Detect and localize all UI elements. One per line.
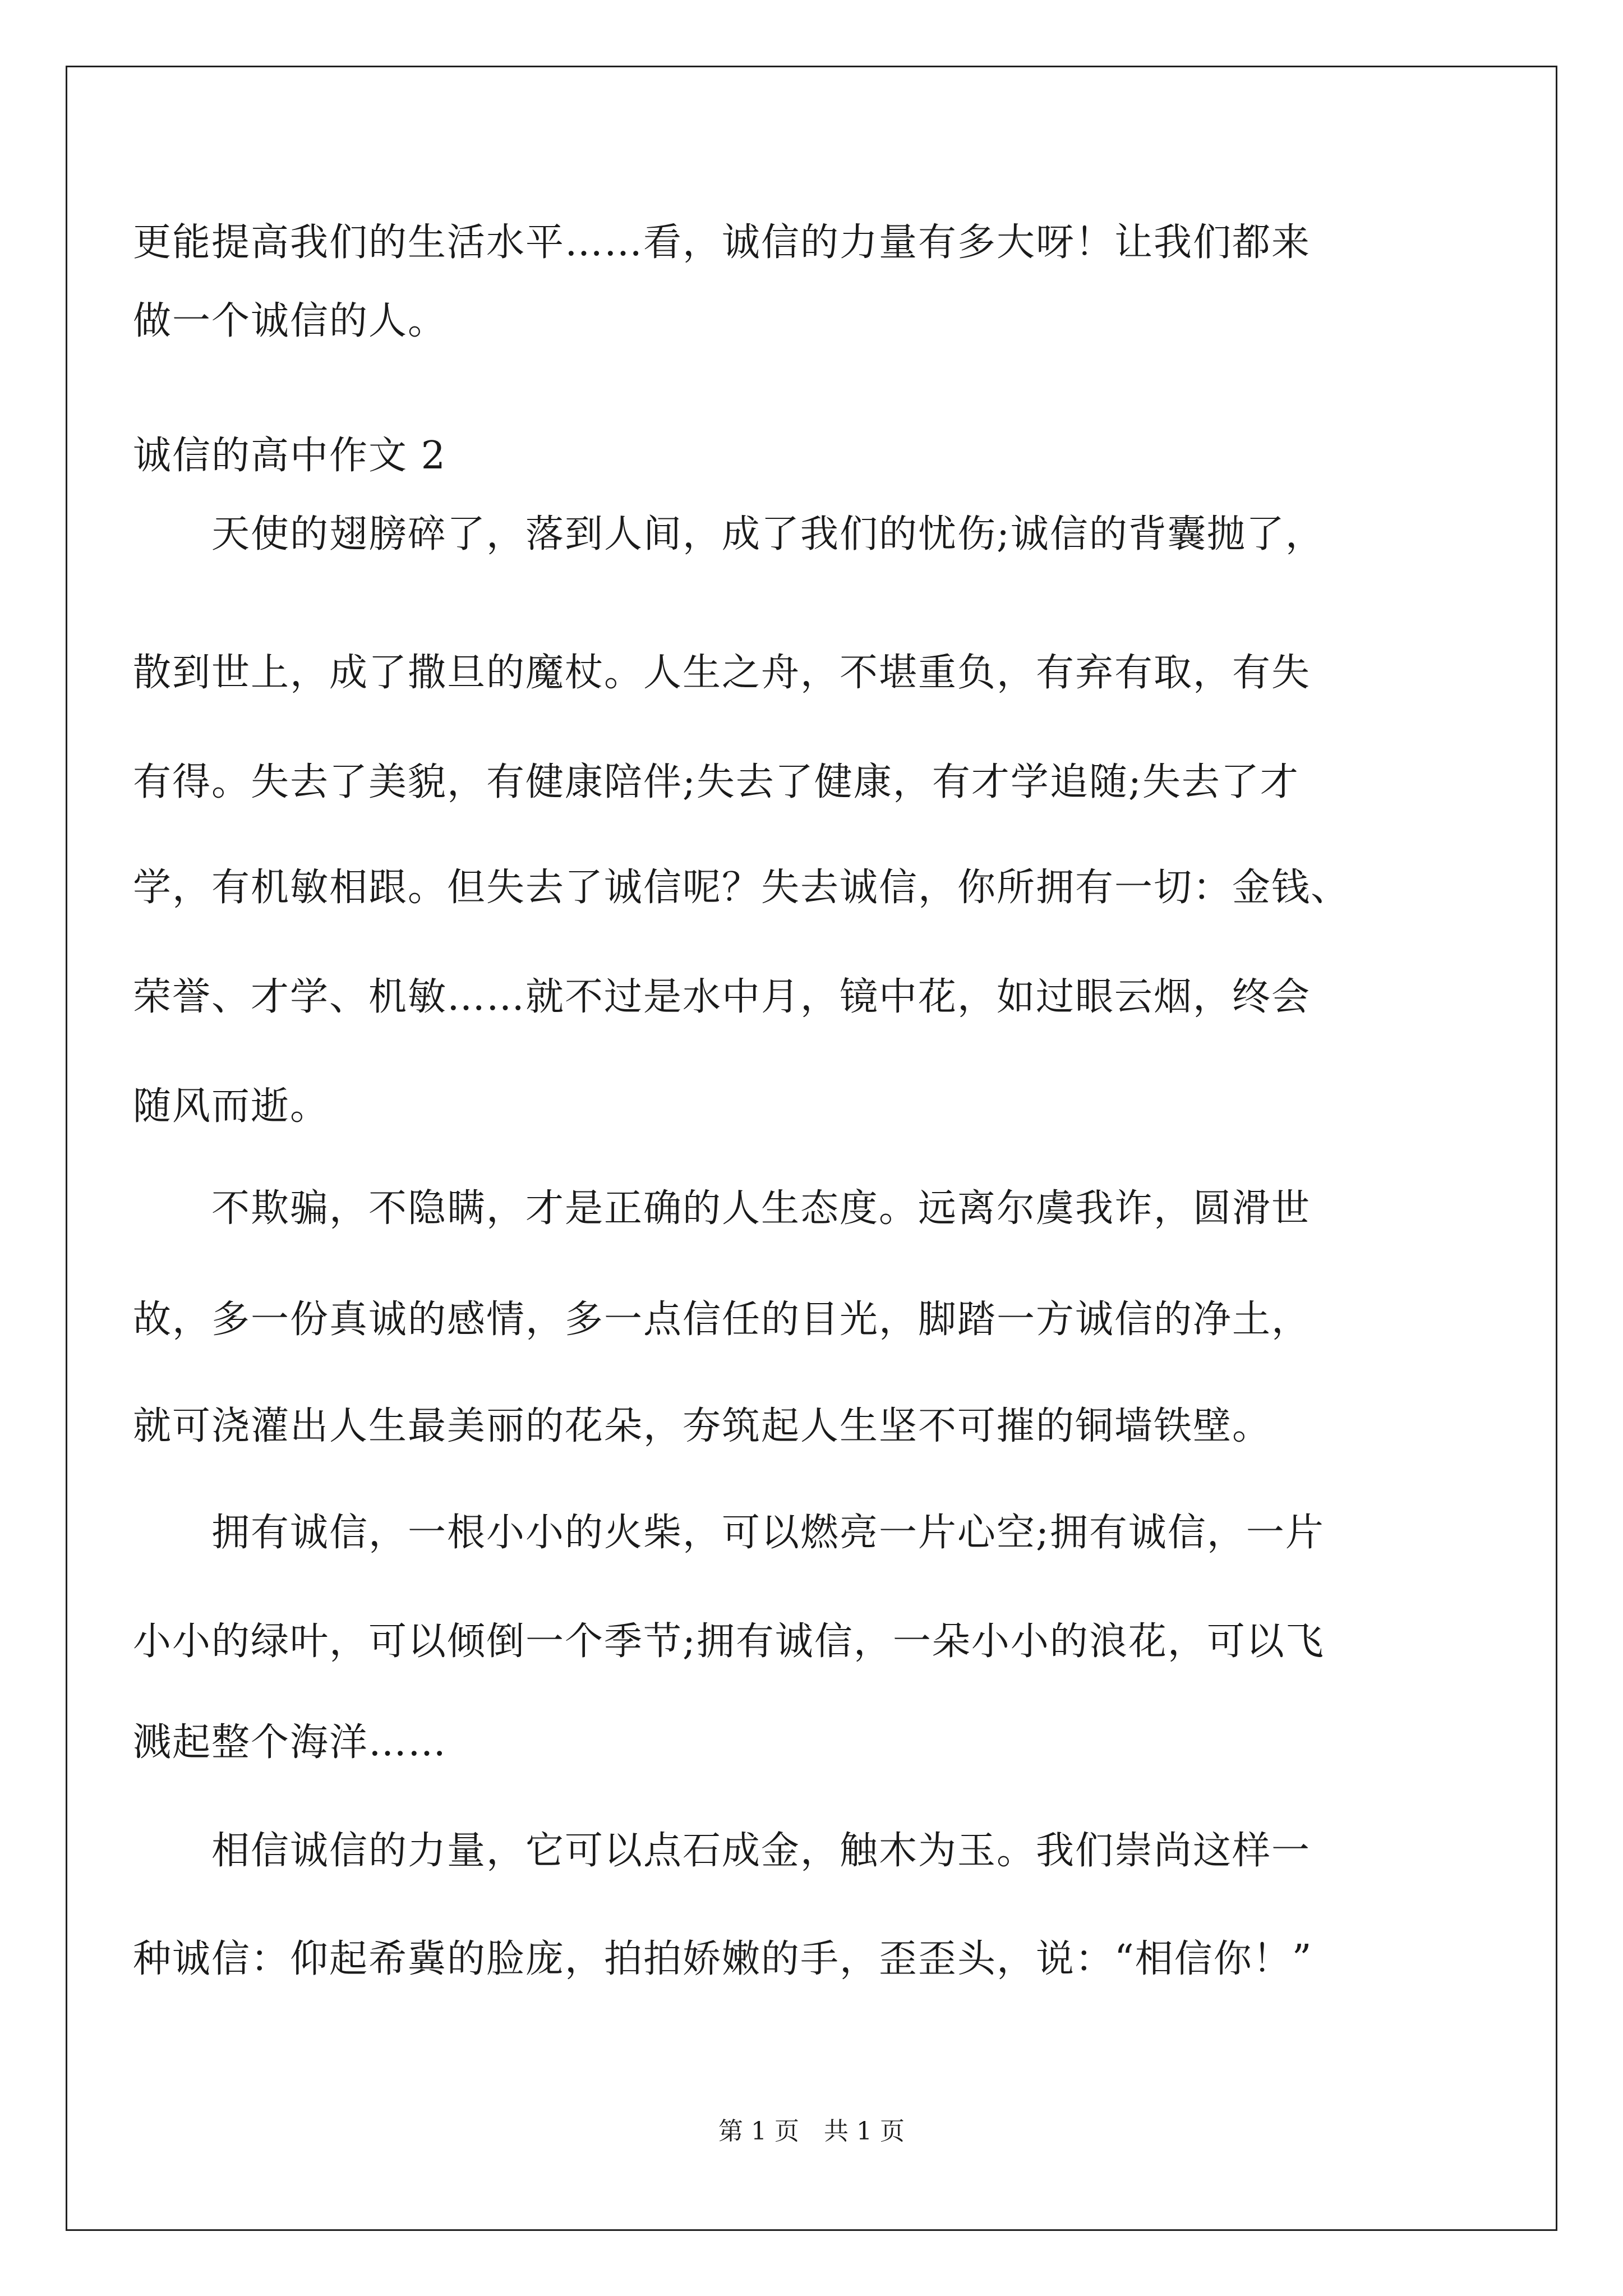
text-line: 溅起整个海洋……	[133, 1720, 448, 1765]
text-line: 荣誉、才学、机敏……就不过是水中月，镜中花，如过眼云烟，终会	[133, 975, 1311, 1019]
text-line: 学，有机敏相跟。但失去了诚信呢？失去诚信，你所拥有一切：金钱、	[133, 866, 1350, 910]
text-line: 有得。失去了美貌，有健康陪伴;失去了健康，有才学追随;失去了才	[133, 760, 1299, 804]
text-line: 就可浇灌出人生最美丽的花朵，夯筑起人生坚不可摧的铜墙铁壁。	[133, 1404, 1272, 1448]
text-line: 散到世上，成了撒旦的魔杖。人生之舟，不堪重负，有弃有取，有失	[133, 651, 1311, 695]
text-line: 小小的绿叶，可以倾倒一个季节;拥有诚信，一朵小小的浪花，可以飞	[133, 1619, 1325, 1664]
text-line: 种诚信：仰起希冀的脸庞，拍拍娇嫩的手，歪歪头，说：“相信你！”	[133, 1937, 1313, 1981]
text-line: 不欺骗，不隐瞒，才是正确的人生态度。远离尔虞我诈，圆滑世	[133, 1186, 1311, 1231]
text-line: 随风而逝。	[133, 1084, 330, 1129]
text-line: 天使的翅膀碎了，落到人间，成了我们的忧伤;诚信的背囊抛了，	[133, 512, 1325, 556]
section-heading: 诚信的高中作文 2	[133, 434, 446, 478]
text-line: 拥有诚信，一根小小的火柴，可以燃亮一片心空;拥有诚信，一片	[133, 1511, 1325, 1555]
page-border	[66, 66, 1557, 2231]
page-number-footer: 第 1 页 共 1 页	[718, 2117, 905, 2146]
text-line: 更能提高我们的生活水平……看，诚信的力量有多大呀！让我们都来	[133, 220, 1311, 265]
text-line: 相信诚信的力量，它可以点石成金，触木为玉。我们崇尚这样一	[133, 1829, 1311, 1873]
text-line: 做一个诚信的人。	[133, 299, 448, 343]
text-line: 故，多一份真诚的感情，多一点信任的目光，脚踏一方诚信的净土，	[133, 1297, 1311, 1342]
